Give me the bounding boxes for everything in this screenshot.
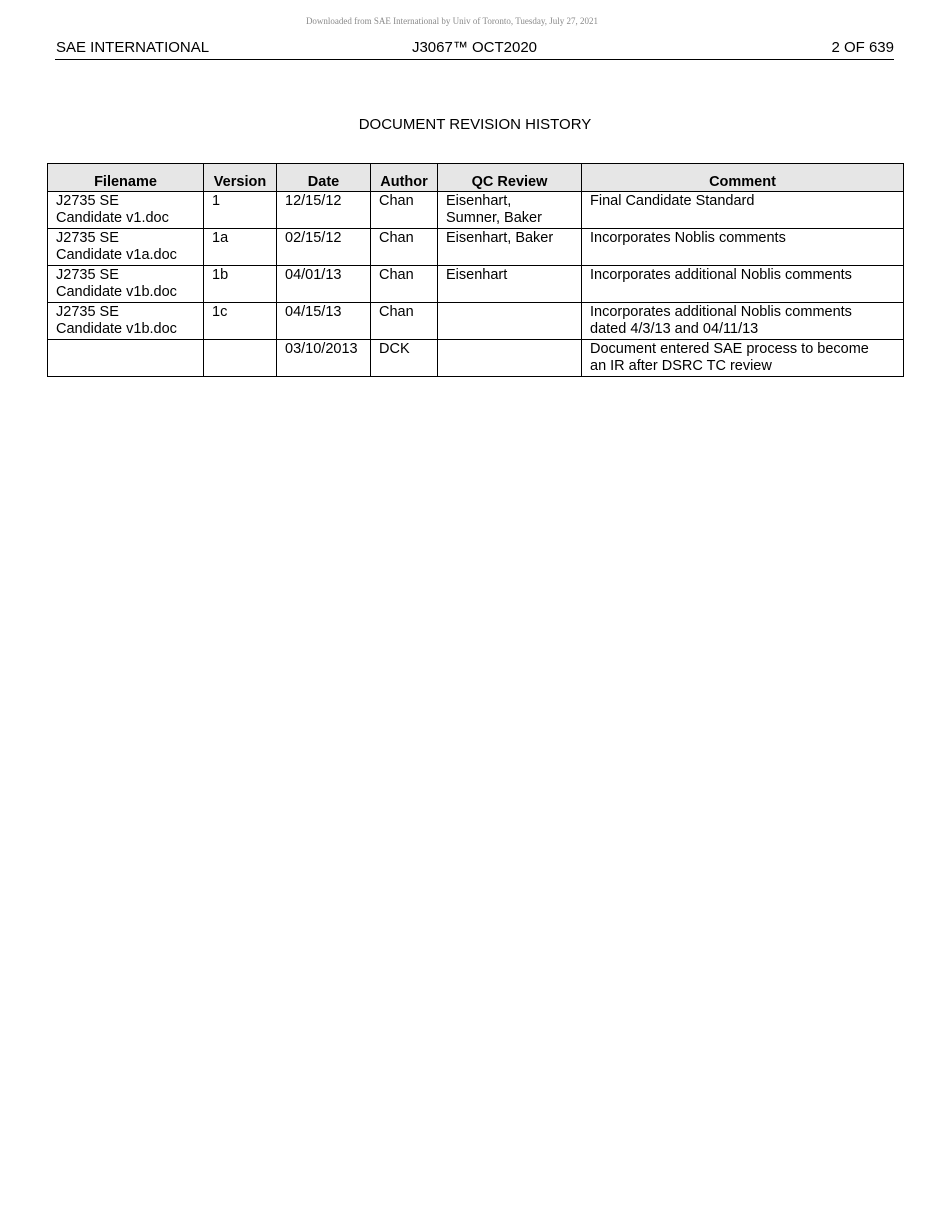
table-row	[48, 192, 904, 229]
cell-filename: J2735 SE Candidate v1.doc	[48, 192, 204, 229]
header-page-number: 2 OF 639	[831, 39, 894, 56]
cell-version: 1a	[204, 229, 277, 266]
column-header-filename: Filename	[48, 164, 204, 192]
cell-author: Chan	[371, 303, 438, 340]
revision-history-table	[47, 163, 904, 377]
download-watermark: Downloaded from SAE International by Univ of Toronto, Tuesday, July 27, 2021	[305, 16, 599, 26]
cell-filename	[48, 340, 204, 377]
cell-qc-review	[438, 303, 582, 340]
page-header	[55, 38, 894, 60]
cell-comment: Incorporates additional Noblis comments dated 4/3/13 and 04/11/13	[582, 303, 904, 340]
column-header-date: Date	[277, 164, 371, 192]
cell-version	[204, 340, 277, 377]
table-row	[48, 340, 904, 377]
cell-filename: J2735 SE Candidate v1b.doc	[48, 266, 204, 303]
cell-author: Chan	[371, 192, 438, 229]
column-header-qc-review: QC Review	[438, 164, 582, 192]
cell-author: Chan	[371, 229, 438, 266]
cell-qc-review	[438, 340, 582, 377]
header-org: SAE INTERNATIONAL	[56, 39, 210, 56]
cell-comment: Incorporates additional Noblis comments	[582, 266, 904, 303]
table-header-row	[48, 164, 904, 192]
table-row	[48, 303, 904, 340]
cell-qc-review: Eisenhart, Baker	[438, 229, 582, 266]
table-row	[48, 229, 904, 266]
cell-filename: J2735 SE Candidate v1a.doc	[48, 229, 204, 266]
cell-date: 12/15/12	[277, 192, 371, 229]
cell-date: 04/01/13	[277, 266, 371, 303]
cell-version: 1	[204, 192, 277, 229]
cell-author: Chan	[371, 266, 438, 303]
cell-version: 1b	[204, 266, 277, 303]
cell-qc-review: Eisenhart	[438, 266, 582, 303]
column-header-version: Version	[204, 164, 277, 192]
cell-comment: Document entered SAE process to become an IR after DSRC TC review	[582, 340, 904, 377]
cell-date: 03/10/2013	[277, 340, 371, 377]
column-header-comment: Comment	[582, 164, 904, 192]
cell-date: 02/15/12	[277, 229, 371, 266]
table-row	[48, 266, 904, 303]
header-doc-id: J3067™ OCT2020	[411, 39, 538, 56]
cell-author: DCK	[371, 340, 438, 377]
cell-version: 1c	[204, 303, 277, 340]
cell-filename: J2735 SE Candidate v1b.doc	[48, 303, 204, 340]
cell-comment: Incorporates Noblis comments	[582, 229, 904, 266]
column-header-author: Author	[371, 164, 438, 192]
page-title: DOCUMENT REVISION HISTORY	[358, 116, 592, 133]
cell-comment: Final Candidate Standard	[582, 192, 904, 229]
cell-qc-review: Eisenhart, Sumner, Baker	[438, 192, 582, 229]
cell-date: 04/15/13	[277, 303, 371, 340]
